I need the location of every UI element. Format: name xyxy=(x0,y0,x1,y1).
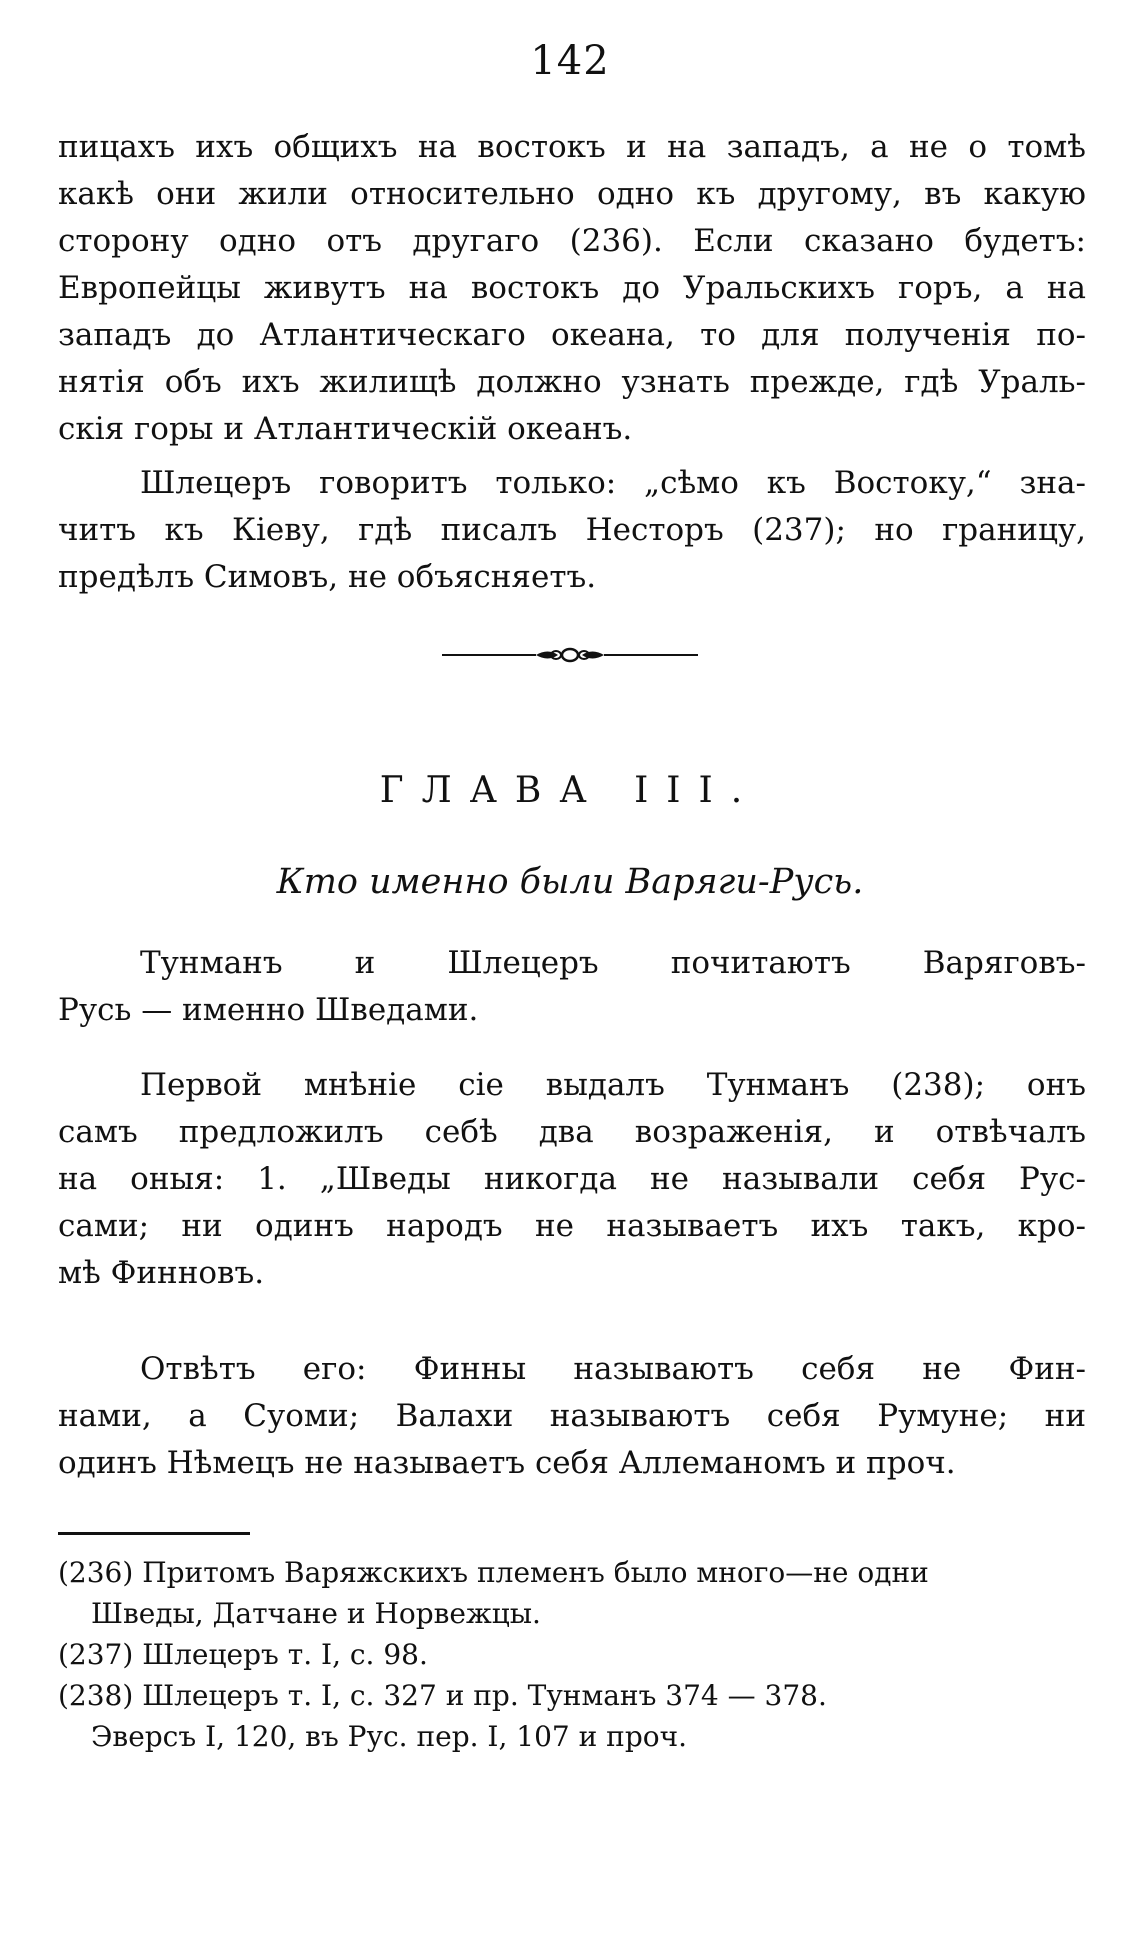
text-line: одинъ Нѣмецъ не называетъ себя Аллеманомъ и проч. xyxy=(58,1445,956,1481)
text-line: сторону одно отъ другаго (236). Если сказано будетъ: xyxy=(58,223,1086,259)
chapter-subtitle: Кто именно были Варяги-Русь. xyxy=(276,862,864,902)
ornament-divider xyxy=(440,640,700,670)
page-number: 142 xyxy=(530,38,610,84)
text-line: нятія объ ихъ жилищѣ должно узнать прежде, гдѣ Ураль- xyxy=(58,364,1086,400)
text-line: читъ къ Кіеву, гдѣ писалъ Несторъ (237); но границу, xyxy=(58,512,1086,548)
footnotes xyxy=(58,1552,1086,1757)
text-line: Отвѣтъ его: Финны называютъ себя не Фин- xyxy=(140,1351,1086,1387)
text-line: сами; ни одинъ народъ не называетъ ихъ такъ, кро- xyxy=(58,1208,1086,1244)
paragraph-thesis xyxy=(58,940,1086,1034)
text-line: Европейцы живутъ на востокъ до Уральскихъ горъ, а на xyxy=(58,270,1086,306)
text-line: мѣ Финновъ. xyxy=(58,1255,265,1291)
text-line: самъ предложилъ себѣ два возраженія, и отвѣчалъ xyxy=(58,1114,1086,1150)
paragraph-answer xyxy=(58,1346,1086,1487)
footnote-238: (238) Шлецеръ т. I, с. 327 и пр. Тунманъ 374 — 378. xyxy=(58,1679,827,1712)
text-line: какѣ они жили относительно одно къ другому, въ какую xyxy=(58,176,1086,212)
text-line: нами, а Суоми; Валахи называютъ себя Румуне; ни xyxy=(58,1398,1086,1434)
paragraph-continuation xyxy=(58,124,1086,453)
text-line: Шлецеръ говоритъ только: „сѣмо къ Востоку,“ зна- xyxy=(140,465,1086,501)
footnote-236: (236) Притомъ Варяжскихъ племенъ было много—не одни xyxy=(58,1556,929,1589)
footnote-236-cont: Шведы, Датчане и Норвежцы. xyxy=(91,1597,541,1630)
paragraph-thunmann xyxy=(58,1062,1086,1297)
chapter-title: ГЛАВА III. xyxy=(379,770,761,811)
text-line: на оныя: 1. „Шведы никогда не называли себя Рус- xyxy=(58,1161,1086,1197)
text-line: скія горы и Атлантическій океанъ. xyxy=(58,411,633,447)
text-line: предѣлъ Симовъ, не объясняетъ. xyxy=(58,559,597,595)
footnote-238-cont: Эверсъ I, 120, въ Рус. пер. I, 107 и проч. xyxy=(91,1720,688,1753)
footnote-rule xyxy=(58,1532,250,1535)
text-line: Тунманъ и Шлецеръ почитаютъ Варяговъ- xyxy=(140,945,1086,981)
text-line: пицахъ ихъ общихъ на востокъ и на западъ, а не о томѣ xyxy=(58,129,1086,165)
text-line: Первой мнѣніе сіе выдалъ Тунманъ (238); онъ xyxy=(140,1067,1086,1103)
text-line: западъ до Атлантическаго океана, то для полученія по- xyxy=(58,317,1086,353)
footnote-237: (237) Шлецеръ т. I, с. 98. xyxy=(58,1638,428,1671)
text-line: Русь — именно Шведами. xyxy=(58,992,479,1028)
paragraph-schlozer xyxy=(58,460,1086,601)
